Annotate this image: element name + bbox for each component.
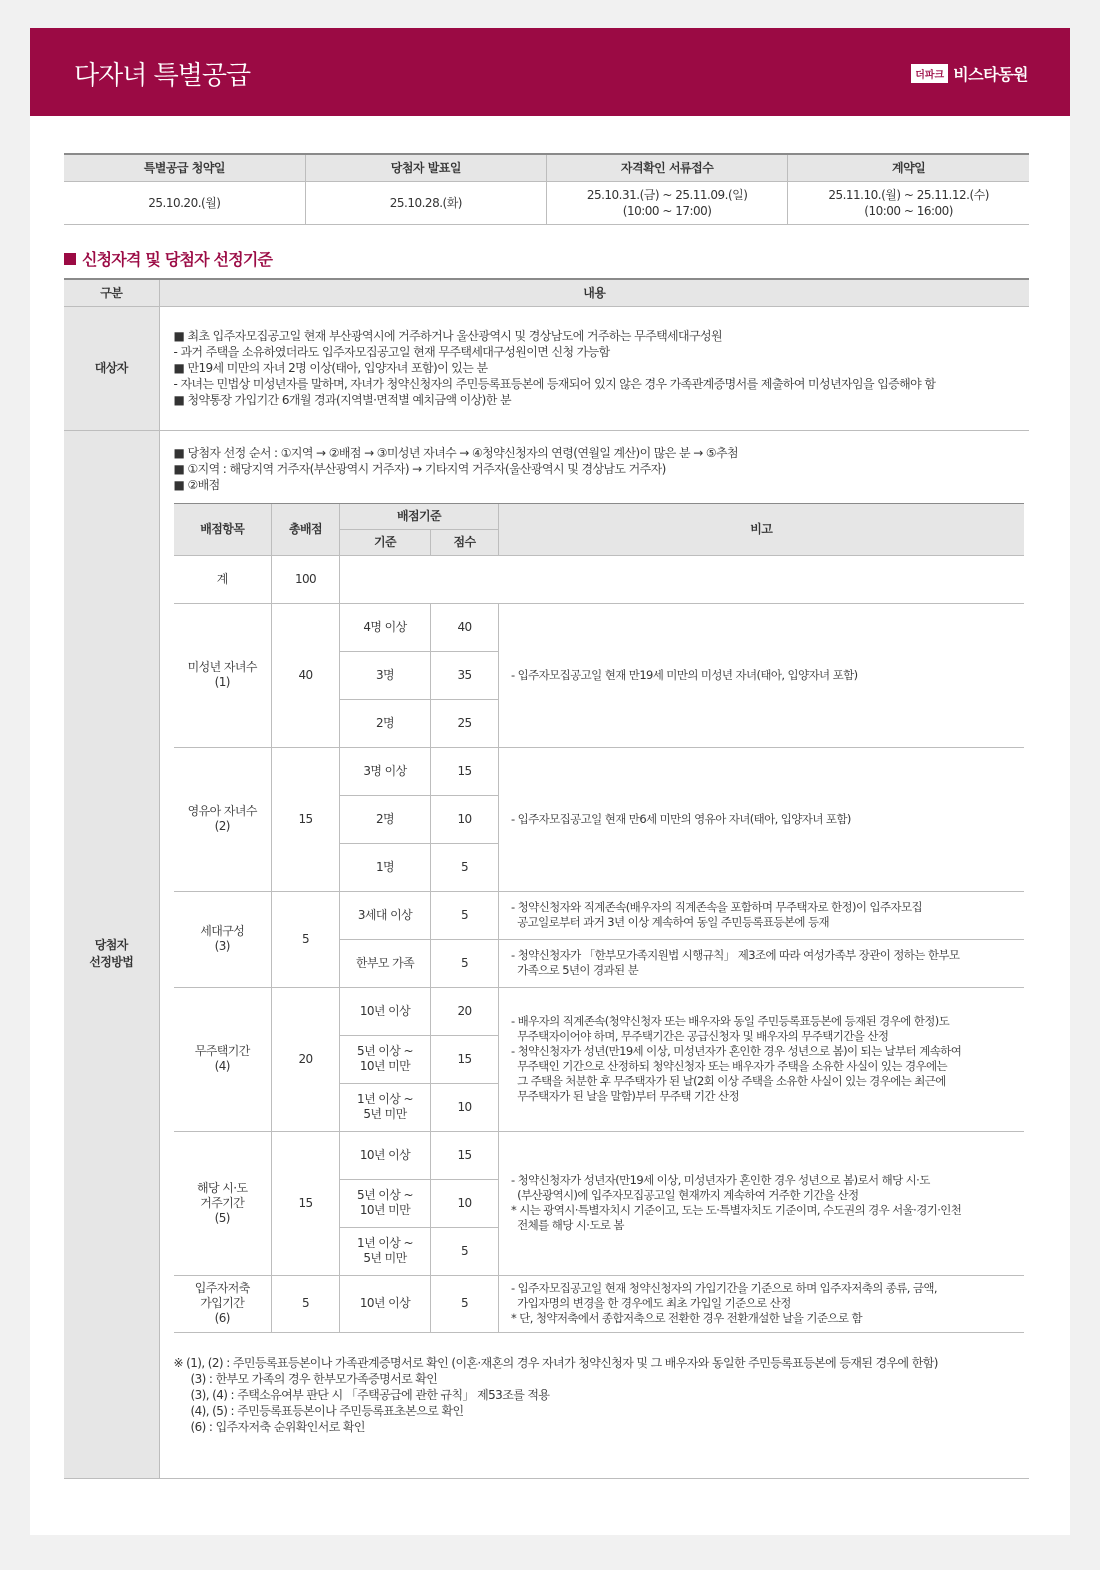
score-base [340,1275,431,1332]
score-base-line: 한부모 가족 [355,955,415,970]
score-note-line: - 배우자의 직계존속(청약신청자 또는 배우자와 동일 주민등록표등본에 등재된 경우에 한정)도 [511,1014,950,1028]
section-title-text: 신청자격 및 당첨자 선정기준 [82,250,273,269]
score-base [340,1035,431,1083]
score-base-line: 10년 이상 [359,1003,411,1018]
score-points: 20 [431,987,499,1035]
score-header-row [174,503,1024,529]
target-line: ■ 최초 입주자모집공고일 현재 부산광역시에 거주하거나 울산광역시 및 경상남도에 거주하는 무주택세대구성원 [173,328,723,343]
criteria-header-category: 구분 [64,279,159,306]
score-header-criteria: 배점기준 [340,503,499,529]
schedule-value: 25.11.10.(월) ~ 25.11.12.(수) [828,187,989,202]
score-header-base: 기준 [340,529,431,555]
schedule-time: (10:00 ~ 17:00) [622,203,712,218]
score-item-line: 가입기간 [200,1296,245,1310]
schedule-col-header: 계약일 [788,154,1029,181]
score-points: 5 [431,891,499,939]
score-total: 15 [272,747,340,891]
section-title [64,247,272,270]
score-points: 5 [431,939,499,987]
score-item-line: (4) [214,1059,230,1073]
target-line: - 자녀는 민법상 미성년자를 말하며, 자녀가 청약신청자의 주민등록표등본에 등재되어 있지 않은 경우 가족관계증명서를 제출하여 미성년자임을 입증해야 함 [173,376,936,391]
method-row [64,430,1029,1478]
schedule-time: (10:00 ~ 16:00) [864,203,953,218]
score-points: 5 [431,1275,499,1332]
schedule-col-header: 특별공급 청약일 [64,154,305,181]
score-note-line: - 입주자모집공고일 현재 만6세 미만의 영유아 자녀(태아, 입양자녀 포함) [511,811,851,826]
score-item-line: 미성년 자녀수 [187,660,257,674]
score-row [174,603,1024,651]
score-points: 15 [431,1131,499,1179]
score-points: 5 [431,843,499,891]
score-sum-label: 계 [174,555,272,603]
header-bar [30,28,1070,116]
footnote-line: (3) : 한부모 가족의 경우 한부모가족증명서로 확인 [190,1371,438,1386]
score-points: 35 [431,651,499,699]
target-label: 대상자 [64,306,159,430]
method-line: ■ ②배점 [173,477,220,492]
score-header-item: 배점항목 [174,503,272,555]
score-note-line: * 시는 광역시·특별자치시 기준이고, 도는 도·특별자치도 기준이며, 수도권의 경우 서울·경기·인천 [511,1203,962,1217]
score-base [340,603,431,651]
score-sum-value: 100 [272,555,340,603]
score-note [499,747,1024,891]
score-item [174,1275,272,1332]
score-base-line: 1년 이상 ~ [357,1092,413,1106]
score-base [340,747,431,795]
score-note-line: - 청약신청자가 성년자(만19세 이상, 미성년자가 혼인한 경우 성년으로 봄)로서 해당 시·도 [511,1173,930,1187]
score-note-line: 공고일로부터 과거 3년 이상 계속하여 동일 주민등록표등본에 등재 [511,915,829,929]
score-note [499,987,1024,1131]
criteria-table [64,278,1029,1479]
score-base-line: 4명 이상 [363,619,407,634]
score-row [174,987,1024,1035]
score-item-line: (1) [214,675,230,689]
score-base [340,987,431,1035]
score-base-line: 3세대 이상 [357,907,413,922]
score-note-line: 가족으로 5년이 경과된 분 [511,963,639,977]
score-note-line: 가입자명의 변경을 한 경우에도 최초 가입일 기준으로 산정 [511,1296,791,1310]
score-total: 5 [272,891,340,987]
score-base [340,1083,431,1131]
target-row [64,306,1029,430]
schedule-value-row [64,181,1029,224]
score-base-line: 5년 미만 [363,1251,407,1265]
score-item [174,603,272,747]
score-total: 40 [272,603,340,747]
page-title: 다자녀 특별공급 [74,61,251,91]
score-item-line: 입주자저축 [194,1281,250,1295]
score-note [499,891,1024,939]
score-note-line: * 단, 청약저축에서 종합저축으로 전환한 경우 전환개설한 날을 기준으로 함 [511,1311,862,1325]
score-item [174,747,272,891]
score-points: 15 [431,747,499,795]
score-points: 15 [431,1035,499,1083]
score-total: 20 [272,987,340,1131]
score-base [340,891,431,939]
score-base-line: 10년 이상 [359,1296,411,1310]
target-line: ■ 청약통장 가입기간 6개월 경과(지역별·면적별 예치금액 이상)한 분 [173,392,511,407]
score-header-total: 총배점 [272,503,340,555]
schedule-cell [64,181,305,224]
score-item [174,891,272,987]
method-content [159,430,1029,1478]
score-note-line: - 청약신청자가 성년(만19세 이상, 미성년자가 혼인한 경우 성년으로 봄)이 되는 날부터 계속하여 [511,1044,962,1058]
score-base-line: 10년 미만 [359,1059,411,1073]
score-base [340,1131,431,1179]
score-base [340,651,431,699]
schedule-header-row [64,154,1029,181]
score-sum-row [174,555,1024,603]
score-row [174,1131,1024,1179]
score-header-note: 비고 [499,503,1024,555]
score-item-line: (2) [214,819,230,833]
square-bullet-icon [64,253,76,265]
score-item-line: (5) [214,1210,230,1225]
score-item-line: 무주택기간 [194,1044,250,1058]
brand-logo [911,62,1028,85]
score-note-line: - 입주자모집공고일 현재 만19세 미만의 미성년 자녀(태아, 입양자녀 포함) [511,667,858,682]
score-row [174,1275,1024,1332]
score-note [499,603,1024,747]
criteria-header-content: 내용 [159,279,1029,306]
schedule-value: 25.10.28.(화) [389,195,462,210]
score-sum-empty [340,555,1024,603]
score-base [340,1179,431,1227]
score-base-line: 5년 이상 ~ [357,1188,413,1202]
score-total: 5 [272,1275,340,1332]
score-base-line: 10년 이상 [359,1147,411,1162]
schedule-value: 25.10.31.(금) ~ 25.11.09.(일) [586,187,748,202]
score-base-line: 1명 [375,859,395,874]
score-points: 10 [431,1179,499,1227]
schedule-col-header: 자격확인 서류접수 [547,154,788,181]
method-label-line: 당첨자 [94,938,128,952]
score-note-line: 전체를 해당 시·도로 봄 [511,1218,624,1232]
score-item-line: 거주기간 [200,1195,245,1210]
score-base [340,939,431,987]
score-base-line: 3명 [375,667,395,682]
score-base-line: 5년 이상 ~ [357,1044,413,1058]
score-base-line: 10년 미만 [359,1203,411,1217]
score-row [174,891,1024,939]
score-base [340,795,431,843]
score-note-line: (부산광역시)에 입주자모집공고일 현재까지 계속하여 거주한 기간을 산정 [511,1188,859,1202]
score-header-score: 점수 [431,529,499,555]
score-total: 15 [272,1131,340,1275]
footnote-line: (6) : 입주자저축 순위확인서로 확인 [190,1419,365,1434]
score-note-line: 무주택자이어야 하며, 무주택기간은 공급신청자 및 배우자의 무주택기간을 산정 [511,1029,889,1043]
score-item-line: (6) [214,1311,230,1325]
footnotes [174,1355,1016,1435]
method-label [64,430,159,1478]
score-item [174,1131,272,1275]
score-row [174,747,1024,795]
score-points: 25 [431,699,499,747]
footnote-line: (3), (4) : 주택소유여부 판단 시 「주택공급에 관한 규칙」 제53조를 적용 [190,1387,550,1402]
brand-name: 비스타동원 [953,65,1028,84]
score-note [499,939,1024,987]
method-line: ■ 당첨자 선정 순서 : ①지역 → ②배점 → ③미성년 자녀수 → ④청약신청자의 연령(연월일 계산)이 많은 분 → ⑤추첨 [173,445,739,460]
score-note [499,1275,1024,1332]
score-base [340,1227,431,1275]
schedule-cell [788,181,1029,224]
footnote-line: ※ (1), (2) : 주민등록표등본이나 가족관계증명서로 확인 (이혼·재혼의 경우 자녀가 청약신청자 및 그 배우자와 동일한 주민등록표등본에 등재된 경우에 한함) [173,1355,938,1370]
footnote-line: (4), (5) : 주민등록표등본이나 주민등록표초본으로 확인 [190,1403,464,1418]
score-points: 10 [431,1083,499,1131]
method-label-line: 선정방법 [89,955,134,969]
schedule-table [64,153,1029,225]
score-base-line: 5년 미만 [363,1107,407,1121]
score-item [174,987,272,1131]
schedule-value: 25.10.20.(월) [148,195,221,210]
score-note-line: - 청약신청자와 직계존속(배우자의 직계존속을 포함하며 무주택자로 한정)이 입주자모집 [511,900,923,914]
score-note [499,1131,1024,1275]
score-base-line: 1년 이상 ~ [357,1236,413,1250]
score-points: 40 [431,603,499,651]
score-note-line: - 청약신청자가 「한부모가족지원법 시행규칙」 제3조에 따라 여성가족부 장관이 정하는 한부모 [511,948,960,962]
score-base-line: 2명 [375,811,395,826]
notice-page [30,28,1070,1535]
brand-badge: 더파크 [911,64,948,83]
score-base-line: 3명 이상 [363,763,407,778]
score-note-line: 그 주택을 처분한 후 무주택자가 된 날(2회 이상 주택을 소유한 사실이 있는 경우에는 최근에 [511,1074,946,1088]
method-line: ■ ①지역 : 해당지역 거주자(부산광역시 거주자) → 기타지역 거주자(울산광역시 및 경상남도 거주자) [173,461,666,476]
score-base [340,843,431,891]
schedule-cell [547,181,788,224]
score-item-line: 영유아 자녀수 [187,804,257,818]
score-base [340,699,431,747]
score-points: 5 [431,1227,499,1275]
score-note-line: 무주택자가 된 날을 말함)부터 무주택 기간 산정 [511,1089,739,1103]
target-line: - 과거 주택을 소유하였더라도 입주자모집공고일 현재 무주택세대구성원이면 신청 가능함 [173,344,610,359]
target-content [159,306,1029,430]
criteria-header-row [64,279,1029,306]
score-note-line: 무주택인 기간으로 산정하되 청약신청자 또는 배우자가 주택을 소유한 사실이 있는 경우에는 [511,1059,948,1073]
schedule-cell [305,181,546,224]
score-table [174,503,1024,1333]
score-item-line: (3) [214,939,230,953]
score-item-line: 해당 시·도 [197,1180,248,1195]
score-item-line: 세대구성 [200,924,245,938]
score-base-line: 2명 [375,715,395,730]
score-note-line: - 입주자모집공고일 현재 청약신청자의 가입기간을 기준으로 하며 입주자저축의 종류, 금액, [511,1281,937,1295]
target-line: ■ 만19세 미만의 자녀 2명 이상(태아, 입양자녀 포함)이 있는 분 [173,360,488,375]
schedule-col-header: 당첨자 발표일 [305,154,546,181]
score-points: 10 [431,795,499,843]
